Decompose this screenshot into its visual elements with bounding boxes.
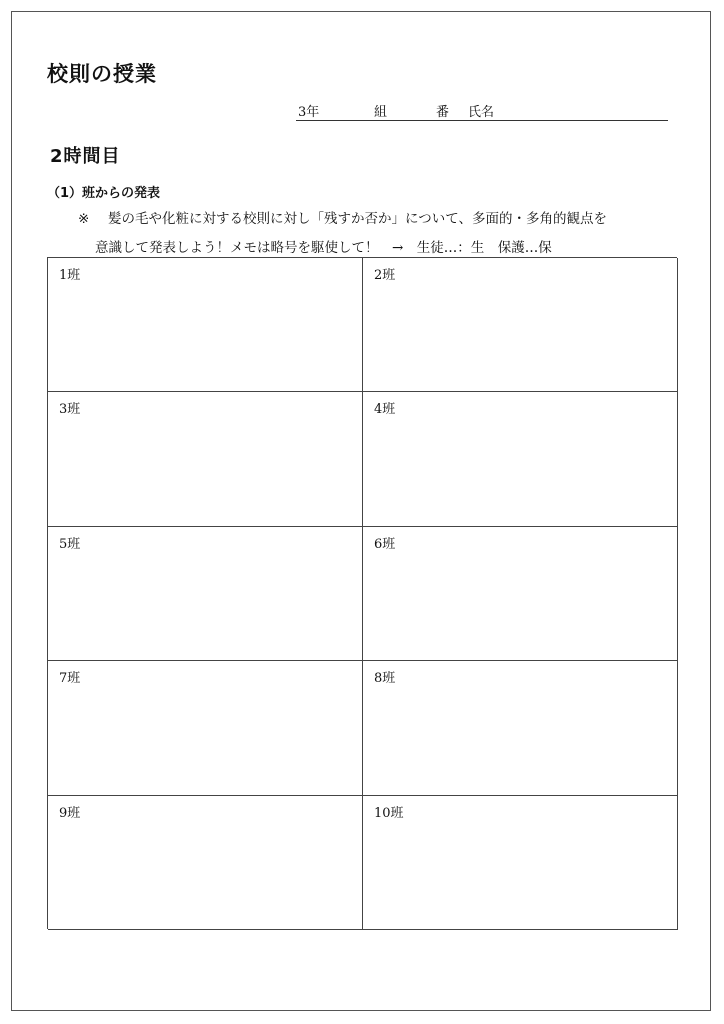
group-label: 7班 — [59, 671, 81, 687]
grade-label: 3年 — [298, 105, 320, 120]
group-box[interactable] — [363, 796, 678, 930]
instruction-line-2: 意識して発表しよう！メモは略号を駆使して！ → 生徒…：生 保護…保 — [95, 240, 552, 256]
group-box[interactable] — [363, 392, 678, 526]
page-title: 校則の授業 — [47, 62, 157, 86]
group-label: 6班 — [374, 536, 396, 552]
group-box[interactable] — [48, 258, 363, 392]
group-label: 2班 — [374, 268, 396, 283]
group-label: 4班 — [374, 402, 396, 418]
group-box[interactable] — [48, 796, 363, 930]
instruction-text-1: 髪の毛や化粧に対する校則に対し「残すか否か」について、多面的・多角的観点を — [108, 211, 607, 227]
group-box[interactable] — [363, 527, 678, 661]
group-box[interactable] — [48, 392, 363, 526]
student-info-line — [296, 101, 668, 121]
instruction-line-1 — [78, 207, 607, 227]
group-label: 1班 — [59, 268, 81, 283]
group-label: 10班 — [374, 805, 404, 821]
group-label: 8班 — [374, 671, 396, 687]
number-label: 番 — [436, 105, 450, 120]
group-label: 9班 — [59, 805, 81, 821]
note-mark: ※ — [78, 211, 90, 227]
section-heading: （1）班からの発表 — [47, 186, 161, 201]
group-notes-grid — [47, 257, 677, 929]
name-label: 氏名 — [468, 105, 495, 120]
group-box[interactable] — [48, 527, 363, 661]
group-label: 5班 — [59, 536, 81, 552]
group-box[interactable] — [363, 661, 678, 795]
group-label: 3班 — [59, 402, 81, 418]
class-label: 組 — [374, 105, 388, 120]
period-heading: 2時間目 — [50, 146, 121, 167]
group-box[interactable] — [363, 258, 678, 392]
group-box[interactable] — [48, 661, 363, 795]
